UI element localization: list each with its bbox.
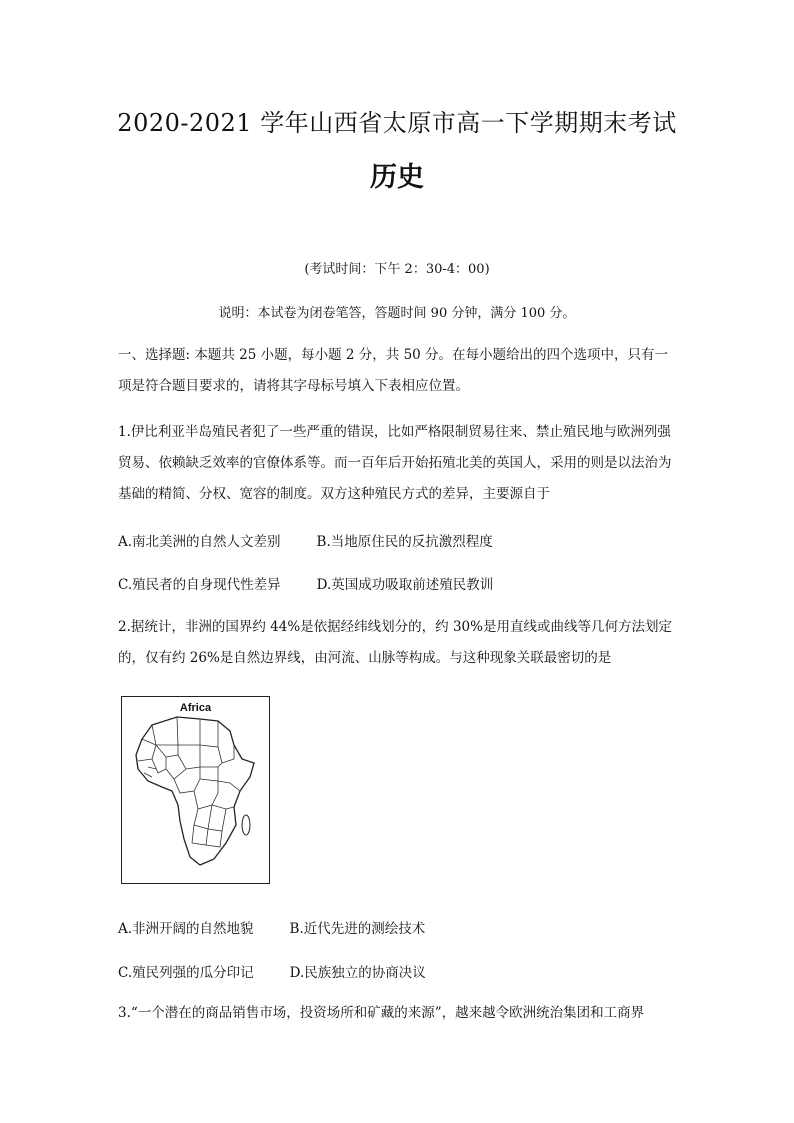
exam-title: 2020-2021 学年山西省太原市高一下学期期末考试 bbox=[117, 109, 677, 137]
africa-map bbox=[121, 696, 270, 884]
africa-map-label: Africa bbox=[179, 702, 212, 714]
question-2-options-row-1 bbox=[118, 917, 425, 937]
question-1-option-b: B.当地原住民的反抗激烈程度 bbox=[316, 534, 493, 550]
question-2-stem: 2.据统计，非洲的国界约 44%是依据经纬线划分的，约 30%是用直线或曲线等几何方法划定的，仅有约 26%是自然边界线，由河流、山脉等构成。与这种现象关联最密切的是 bbox=[118, 619, 672, 666]
question-1-options-row-1 bbox=[118, 530, 493, 550]
question-1-stem: 1.伊比利亚半岛殖民者犯了一些严重的错误，比如严格限制贸易往来、禁止殖民地与欧洲列强贸易、依赖缺乏效率的官僚体系等。而一百年后开始拓殖北美的英国人，采用的则是以法治为基础的精简、分权、宽容的制度。双方这种殖民方式的差异，主要源自于 bbox=[118, 424, 672, 502]
section-one-heading: 一、选择题: 本题共 25 小题，每小题 2 分，共 50 分。在每小题给出的四个选项中，只有一项是符合题目要求的，请将其字母标号填入下表相应位置。 bbox=[118, 347, 669, 394]
question-2-options-row-2 bbox=[118, 961, 426, 981]
question-1-option-a: A.南北美洲的自然人文差别 bbox=[118, 534, 281, 550]
question-2-option-a: A.非洲开阔的自然地貌 bbox=[118, 921, 254, 937]
question-2-option-c: C.殖民列强的瓜分印记 bbox=[118, 965, 254, 981]
africa-outline-icon bbox=[122, 697, 268, 882]
question-1-option-d: D.英国成功吸取前述殖民教训 bbox=[316, 577, 494, 593]
question-3-stem: 3.“一个潜在的商品销售市场，投资场所和矿藏的来源”，越来越令欧洲统治集团和工商界 bbox=[118, 1005, 645, 1021]
exam-time: (考试时间：下午 2：30-4：00) bbox=[304, 262, 490, 277]
question-2-option-b: B.近代先进的测绘技术 bbox=[289, 921, 426, 937]
subject-title: 历史 bbox=[370, 162, 424, 193]
exam-instructions: 说明：本试卷为闭卷笔答，答题时间 90 分钟，满分 100 分。 bbox=[218, 306, 576, 321]
question-1-option-c: C.殖民者的自身现代性差异 bbox=[118, 577, 281, 593]
question-2-option-d: D.民族独立的协商决议 bbox=[289, 965, 426, 981]
question-1-options-row-2 bbox=[118, 573, 493, 593]
